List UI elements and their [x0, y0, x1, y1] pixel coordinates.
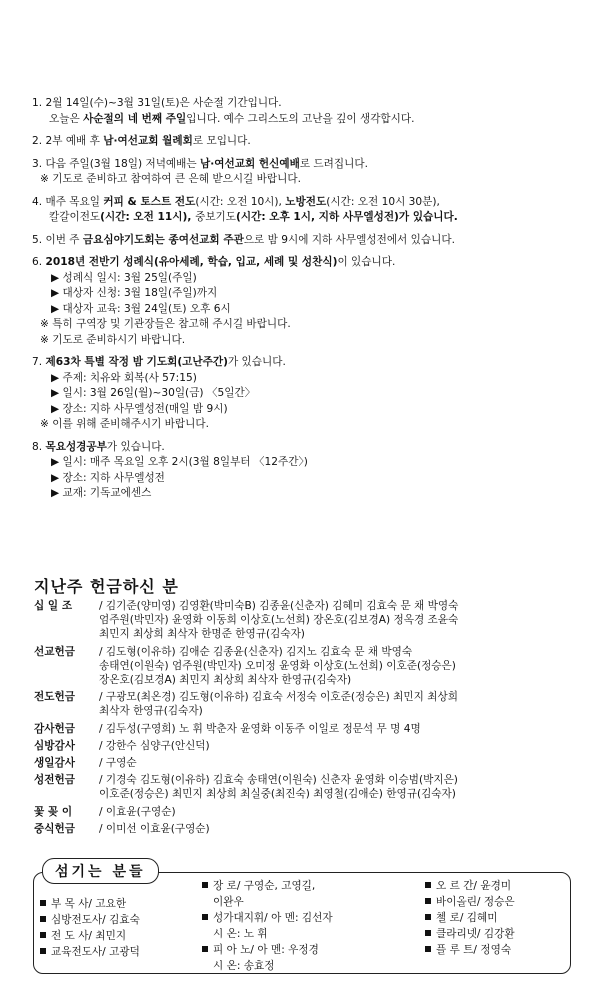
announcement-text: 5. 이번 주 금요심야기도회는 종여선교회 주관으로 밤 9시에 지하 사무엘성전에서 있습니다.: [32, 233, 455, 246]
announcement-item: [32, 233, 578, 249]
server-entry: 장 로/ 구영순, 고영길,: [202, 878, 333, 894]
announcement-detail: ▶ 대상자 교육: 3월 24일(토) 오후 6시: [51, 302, 231, 315]
offering-row: [34, 645, 584, 688]
announcement-detail: ▶ 대상자 신청: 3월 18일(주일)까지: [51, 287, 218, 299]
offering-row: [34, 599, 584, 642]
offering-names: / 이미선 이효윤(구영순): [99, 822, 210, 835]
bullet-square-icon: [425, 882, 431, 888]
offerings-title: 지난주 헌금하신 분: [34, 577, 179, 596]
offering-row: [34, 756, 584, 770]
servers-title: 섬기는 분들: [42, 858, 159, 884]
announcement-text: 오늘은 사순절의 네 번째 주일입니다. 예수 그리스도의 고난을 깊이 생각합시다.: [49, 112, 415, 125]
offering-names: / 김도형(이유하) 김애순 김종윤(신춘자) 김지노 김효숙 문 채 박영숙 송태연(이원숙) 엄주원(박민자) 오미정 윤영화 이상호(노선희) 이호준(정승은) 장온호(김보경A) 최민지 최상희 최삭자 한영규(김숙자): [99, 645, 456, 687]
server-entry: 첼 로/ 김혜미: [425, 910, 515, 926]
announcement-item: [32, 255, 578, 348]
announcement-item: [32, 355, 578, 433]
announcement-text: 7. 제63차 특별 작정 밤 기도회(고난주간)가 있습니다.: [32, 356, 286, 368]
offering-names: / 기경숙 김도형(이유하) 김효숙 송태연(이원숙) 신춘자 윤영화 이승범(박지은) 이호준(정승은) 최민지 최상희 최실중(최진숙) 최영철(김애순) 한영규(김숙자): [99, 774, 458, 801]
offering-row: [34, 690, 584, 718]
announcement-detail: ▶ 교재: 기독교에센스: [51, 487, 152, 499]
servers-column-2: [202, 878, 333, 974]
offering-row: [34, 739, 584, 753]
server-entry: 바이올린/ 정승은: [425, 894, 515, 910]
offering-label: 심방감사: [34, 739, 75, 752]
bullet-square-icon: [425, 898, 431, 904]
server-entry: 플 루 트/ 정영숙: [425, 942, 515, 958]
announcement-item: [32, 134, 578, 150]
announcement-text: 4. 매주 목요일 커피 & 토스트 전도(시간: 오전 10시), 노방전도(시간: 오전 10시 30분),: [32, 195, 440, 208]
bullet-square-icon: [425, 946, 431, 952]
server-entry: 심방전도사/ 김효숙: [40, 912, 140, 928]
server-entry: 오 르 간/ 윤경미: [425, 878, 515, 894]
bullet-square-icon: [202, 946, 208, 952]
offering-row: [34, 805, 584, 819]
announcement-detail: ▶ 장소: 지하 사무엘성전: [51, 471, 165, 484]
server-entry: 피 아 노/ 아 멘: 우정경: [202, 942, 333, 958]
bullet-square-icon: [425, 914, 431, 920]
announcement-note: ※ 이를 위해 준비해주시기 바랍니다.: [40, 418, 209, 430]
announcement-text: 3. 다음 주일(3월 18일) 저녁예배는 남·여선교회 헌신예배로 드려집니다.: [32, 157, 368, 170]
offering-label: 꽃 꽂 이: [34, 805, 73, 818]
offering-row: [34, 773, 584, 801]
bullet-square-icon: [40, 932, 46, 938]
offering-label: 십 일 조: [34, 600, 73, 612]
offering-names: / 구영순: [99, 757, 137, 770]
bullet-square-icon: [40, 900, 46, 906]
offering-label: 성전헌금: [34, 774, 75, 787]
offering-names: / 이효윤(구영순): [99, 805, 176, 818]
offering-label: 생일감사: [34, 757, 75, 770]
server-entry: 전 도 사/ 최민지: [40, 928, 140, 944]
announcement-item: [32, 440, 578, 502]
server-entry: 시 온: 송효정: [213, 960, 275, 972]
announcement-detail: ▶ 성례식 일시: 3월 25일(주일): [51, 271, 197, 284]
bullet-square-icon: [425, 930, 431, 936]
announcement-item: [32, 157, 578, 188]
offerings-list: [34, 599, 584, 839]
offering-label: 전도헌금: [34, 691, 75, 704]
offering-names: / 구광모(최온경) 김도형(이유하) 김효숙 서정숙 이호준(정승은) 최민지 최상희 최삭자 한영규(김숙자): [99, 691, 458, 718]
offering-row: [34, 822, 584, 836]
server-entry: 교육전도사/ 고광덕: [40, 944, 140, 960]
announcement-detail: ▶ 일시: 3월 26일(월)~30일(금) 〈5일간〉: [51, 387, 256, 399]
announcement-text: 칼갈이전도(시간: 오전 11시), 중보기도(시간: 오후 1시, 지하 사무엘성전)가 있습니다.: [49, 211, 458, 223]
announcement-text: 6. 2018년 전반기 성례식(유아세례, 학습, 입교, 세례 및 성찬식)이 있습니다.: [32, 256, 396, 268]
servers-column-3: [425, 878, 515, 958]
announcement-list: [32, 96, 578, 509]
announcement-detail: ▶ 일시: 매주 목요일 오후 2시(3월 8일부터 〈12주간〉): [51, 456, 308, 468]
bullet-square-icon: [202, 882, 208, 888]
offering-label: 선교헌금: [34, 645, 75, 658]
offering-names: / 강한수 심양구(안신덕): [99, 739, 210, 752]
announcement-note: ※ 기도로 준비하고 참여하여 큰 은혜 받으시길 바랍니다.: [40, 173, 301, 185]
offering-names: / 김두성(구영희) 노 휘 박춘자 윤영화 이동주 이일로 정문석 무 명 4명: [99, 722, 421, 735]
announcement-text: 8. 목요성경공부가 있습니다.: [32, 440, 165, 453]
bullet-square-icon: [40, 948, 46, 954]
announcement-detail: ▶ 주제: 치유와 회복(사 57:15): [51, 371, 197, 384]
announcement-text: 2. 2부 예배 후 남·여선교회 월례회로 모입니다.: [32, 135, 251, 147]
announcement-note: ※ 기도로 준비하시기 바랍니다.: [40, 333, 186, 346]
servers-column-1: [40, 896, 140, 960]
server-entry: 시 온: 노 휘: [213, 928, 268, 940]
bullet-square-icon: [40, 916, 46, 922]
server-entry: 부 목 사/ 고요한: [40, 896, 140, 912]
offering-row: [34, 722, 584, 736]
server-entry: 이완우: [213, 896, 244, 908]
server-entry: 클라리넷/ 김강환: [425, 926, 515, 942]
announcement-detail: ▶ 장소: 지하 사무엘성전(매일 밤 9시): [51, 402, 228, 415]
offering-label: 중식헌금: [34, 822, 75, 835]
server-entry: 성가대지휘/ 아 멘: 김선자: [202, 910, 333, 926]
announcement-note: ※ 특히 구역장 및 기관장들은 참고해 주시길 바랍니다.: [40, 318, 291, 330]
announcement-item: [32, 195, 578, 226]
offering-names: / 김기준(양미영) 김영환(박미숙B) 김종윤(신춘자) 김혜미 김효숙 문 채 박영숙 엄주원(박민자) 윤영화 이동희 이상호(노선희) 장온호(김보경A) 정옥경 조윤숙 최민지 최상희 최삭자 한명준 한영규(김숙자): [99, 600, 459, 641]
offering-label: 감사헌금: [34, 722, 75, 735]
announcement-item: [32, 96, 578, 127]
bullet-square-icon: [202, 914, 208, 920]
announcement-text: 1. 2월 14일(수)~3월 31일(토)은 사순절 기간입니다.: [32, 97, 282, 109]
